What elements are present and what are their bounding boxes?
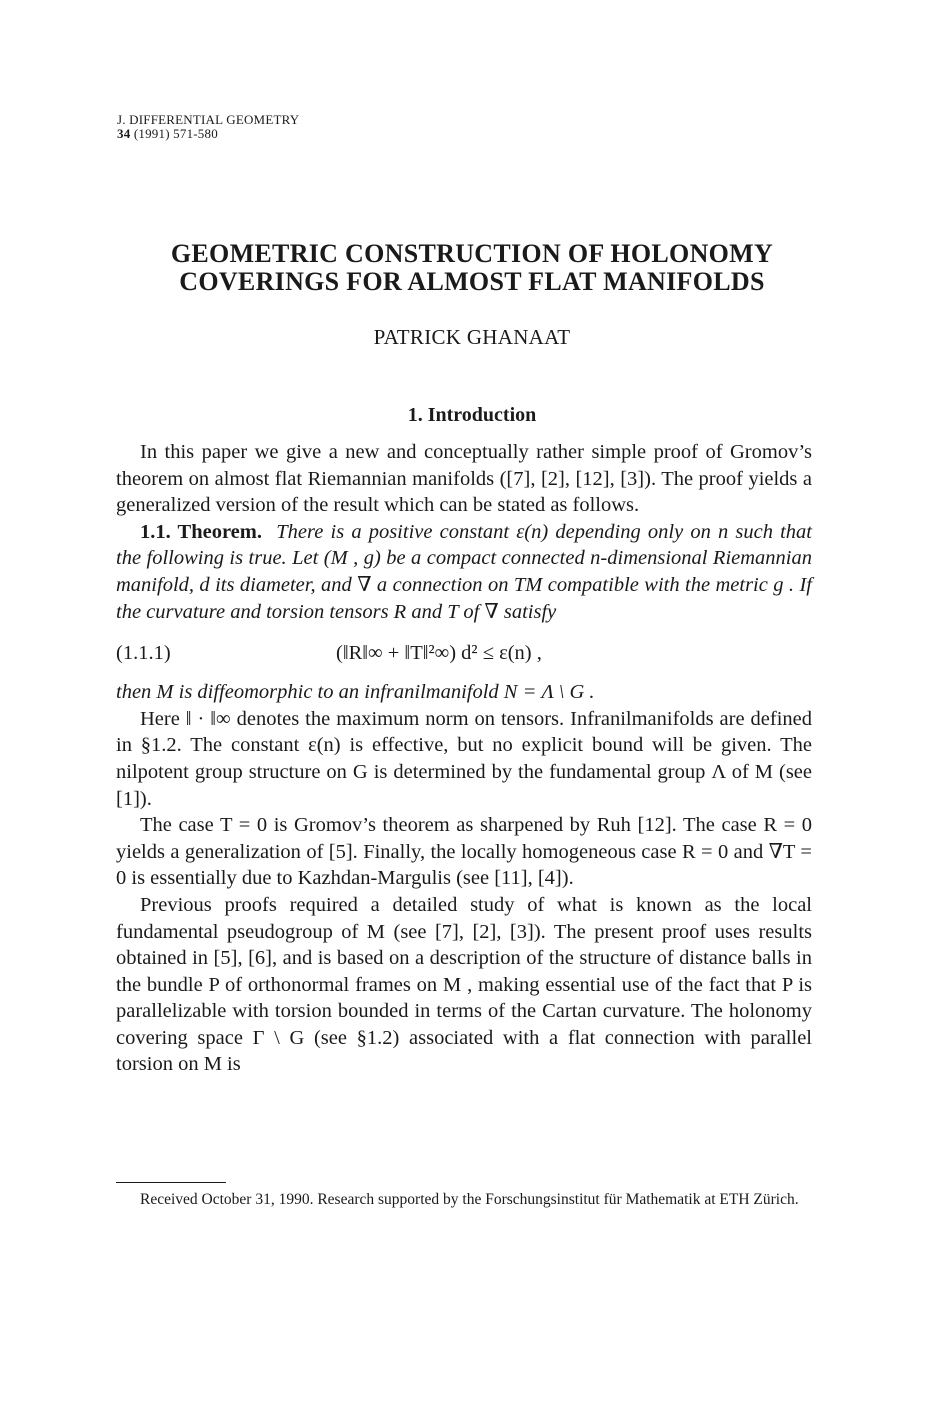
title-line-2: COVERINGS FOR ALMOST FLAT MANIFOLDS (179, 267, 765, 296)
paper-title (0, 240, 944, 296)
author-name: PATRICK GHANAAT (373, 325, 571, 349)
equation-block (116, 631, 812, 675)
journal-name: J. DIFFERENTIAL GEOMETRY (117, 112, 300, 127)
section-heading: 1. Introduction (407, 404, 537, 426)
journal-volume-line (117, 127, 299, 141)
theorem-text: There is a positive constant ε(n) depending only on n such that the following is true. Let (M , g) be a compact connected n-dimensional Riemannian manifold, d its diameter, and ∇ a connection on TM compatible with the metric g . If the curvature and torsion tensors R and T of ∇ satisfy (116, 520, 812, 623)
footnote-rule (116, 1182, 226, 1183)
footnote: Received October 31, 1990. Research supported by the Forschungsinstitut für Mathematik at ETH Zürich. (140, 1191, 799, 1208)
title-line-1: GEOMETRIC CONSTRUCTION OF HOLONOMY (170, 239, 774, 268)
equation-number: (1.1.1) (116, 641, 171, 664)
paper-body (116, 439, 812, 1078)
journal-year-pages: (1991) 571-580 (133, 126, 218, 141)
paragraph-norm-definition: Here ‖ · ‖∞ denotes the maximum norm on tensors. Infranilmanifolds are defined in §1.2. The constant ε(n) is effective, but no explicit bound will be given. The nilpotent group structure on G is determined by the fundamental group Λ of M (see [1]). (116, 707, 812, 810)
paragraph-intro: In this paper we give a new and conceptually rather simple proof of Gromov’s theorem on almost flat Riemannian manifolds ([7], [2], [12], [3]). The proof yields a generalized version of the result which can be stated as follows. (116, 441, 812, 517)
theorem-statement (116, 519, 812, 625)
theorem-label: 1.1. Theorem. (140, 520, 262, 543)
journal-volume: 34 (117, 126, 131, 141)
journal-header (117, 113, 299, 141)
equation: (‖R‖∞ + ‖T‖²∞) d² ≤ ε(n) , (336, 641, 542, 664)
theorem-conclusion: then M is diffeomorphic to an infranilmanifold N = Λ \ G . (116, 681, 595, 704)
paragraph-cases: The case T = 0 is Gromov’s theorem as sharpened by Ruh [12]. The case R = 0 yields a generalization of [5]. Finally, the locally homogeneous case R = 0 and ∇T = 0 is essentially due to Kazhdan-Margulis (see [11], [4]). (116, 814, 812, 890)
paragraph-previous-proofs: Previous proofs required a detailed study of what is known as the local fundamental pseudogroup of M (see [7], [2], [3]). The present proof uses results obtained in [5], [6], and is based on a description of the structure of distance balls in the bundle P of orthonormal frames on M , making essential use of the fact that P is parallelizable with torsion bounded in terms of the Cartan curvature. The holonomy covering space Γ \ G (see §1.2) associated with a flat connection with parallel torsion on M is (116, 893, 812, 1076)
